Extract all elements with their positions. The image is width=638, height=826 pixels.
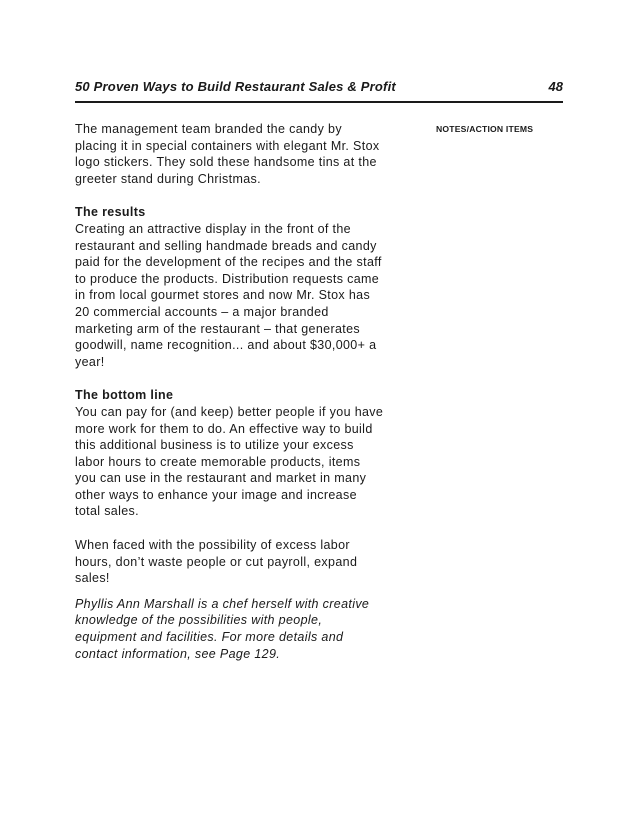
header-title: 50 Proven Ways to Build Restaurant Sales & Profit	[75, 79, 396, 94]
main-column	[75, 121, 385, 679]
page-header	[75, 77, 563, 103]
bottom-line-paragraph: You can pay for (and keep) better people if you have more work for them to do. An effective way to build this additional business is to utilize your excess labor hours to create memorable products, items you can use in the restaurant and market in many other ways to enhance your image and increase total sales.	[75, 404, 384, 519]
page-number: 48	[548, 79, 563, 94]
intro-paragraph: The management team branded the candy by placing it in special containers with elegant Mr. Stox logo stickers. They sold these handsome tins at the greeter stand during Christmas.	[75, 122, 380, 186]
closing-paragraph: When faced with the possibility of excess labor hours, don’t waste people or cut payroll, expand sales!	[75, 538, 358, 586]
results-paragraph: Creating an attractive display in the front of the restaurant and selling handmade breads and candy paid for the development of the recipes and the staff to produce the products. Distribution requests came in from local gourmet stores and now Mr. Stox has 20 commercial accounts – a major branded marketing arm of the restaurant – that generates goodwill, name recognition... and about $30,000+ a year!	[75, 221, 382, 369]
notes-action-items-label: NOTES/ACTION ITEMS	[436, 124, 534, 134]
results-heading: The results	[75, 205, 146, 220]
bottom-line-heading: The bottom line	[75, 388, 174, 403]
author-bio: Phyllis Ann Marshall is a chef herself with creative knowledge of the possibilities with people, equipment and facilities. For more details and contact information, see Page 129.	[75, 596, 370, 661]
